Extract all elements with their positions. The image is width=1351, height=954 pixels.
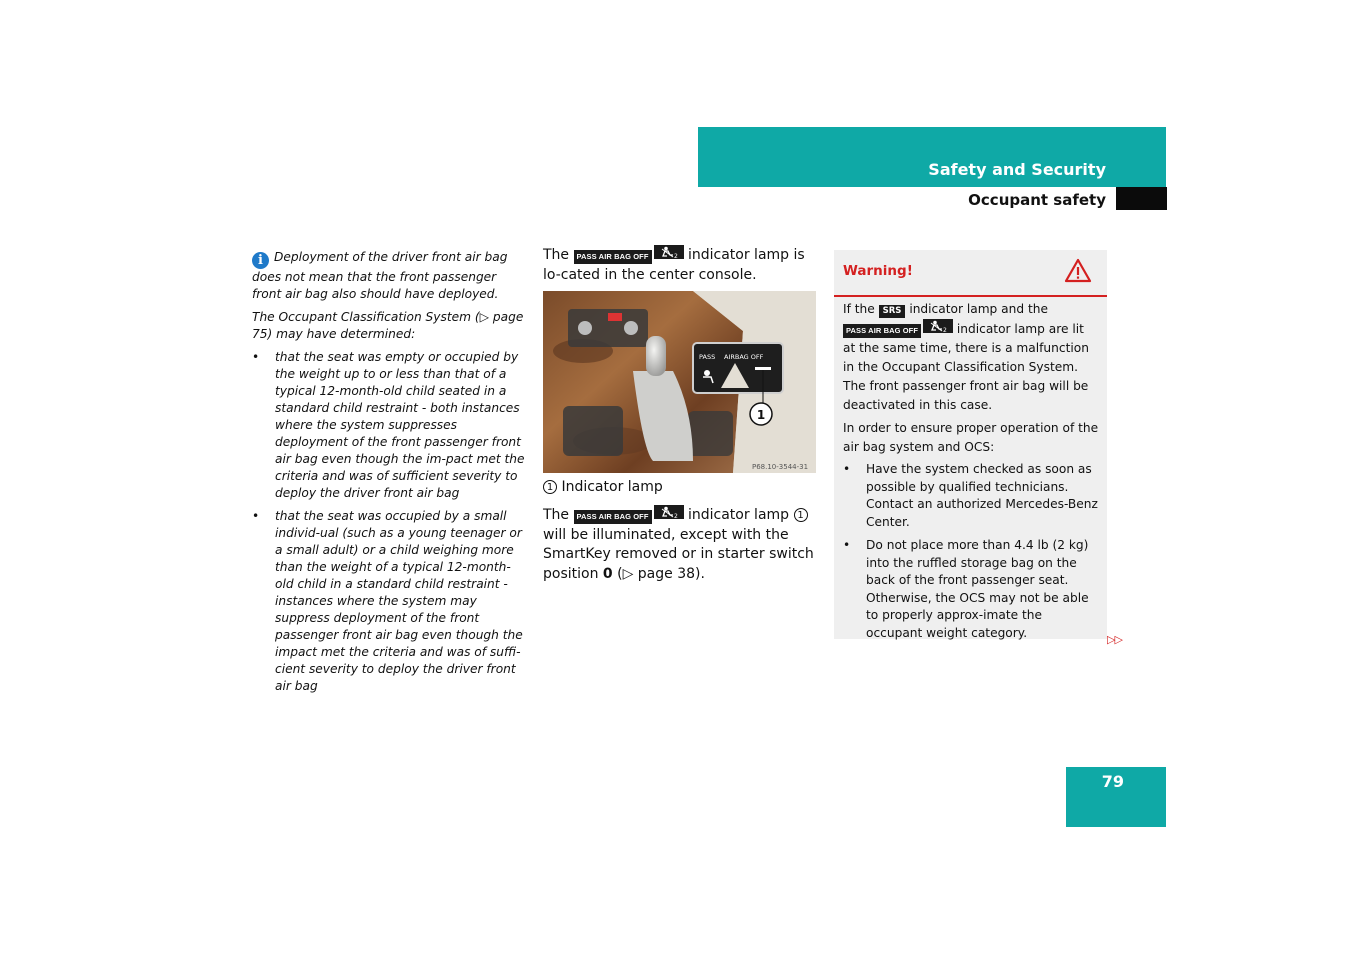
indicator-location-text: The PASS AIR BAG OFF 2 indicator lamp is lo-cated in the center console. bbox=[543, 247, 805, 283]
photo-panel-airbag-off: AIRBAG OFF bbox=[724, 353, 764, 361]
pass-airbag-off-indicator: PASS AIR BAG OFF bbox=[574, 250, 652, 264]
ocs-reference: The Occupant Classification System (▷ page 75) may have determined: bbox=[252, 310, 524, 341]
warning-triangle-icon bbox=[1064, 258, 1092, 288]
info-note-text: Deployment of the driver front air bag does not mean that the front passenger front air bag also should have deployed. bbox=[252, 250, 508, 301]
photo-code: P68.10-3544-31 bbox=[752, 463, 809, 471]
middle-column bbox=[543, 245, 818, 285]
warning-paragraph: In order to ensure proper operation of the air bag system and OCS: bbox=[843, 421, 1099, 454]
seat-occupant-icon bbox=[654, 245, 684, 259]
photo-callout-number: 1 bbox=[756, 408, 766, 422]
continued-marker: ▷▷ bbox=[1107, 633, 1122, 646]
warning-box bbox=[834, 250, 1107, 639]
svg-text:2: 2 bbox=[673, 513, 678, 519]
list-item: • that the seat was occupied by a small individ-ual (such as a young teenager or a small adult) or a child weighing more than the weight of a typical 12-month-old child in a standard child restraint - instances where the system may suppress deployment of the front passenger front air bag even though the impact met the criteria and was of suffi-cient severity to deploy the driver front air bag bbox=[252, 509, 523, 693]
pass-airbag-off-indicator: PASS AIR BAG OFF bbox=[843, 324, 921, 338]
info-icon: i bbox=[252, 252, 269, 269]
subsection-title: Occupant safety bbox=[968, 191, 1106, 209]
indicator-illumination-text: The PASS AIR BAG OFF 2 indicator lamp 1 will be illuminated, except with the SmartKey removed or in starter switch position 0 (▷ page 38). bbox=[543, 507, 814, 582]
info-note bbox=[252, 249, 528, 303]
list-item: • Do not place more than 4.4 lb (2 kg) into the ruffled storage bag on the back of the front passenger seat. Otherwise, the OCS may not be able to properly approx-imate the occupant weight category. bbox=[843, 538, 1089, 640]
list-item: • that the seat was empty or occupied by the weight up to or less than that of a typical 12-month-old child seated in a standard child restraint - both instances where the system suppresses deployment of the front passenger front air bag even though the im-pact met the criteria and was of sufficient severity to deploy the driver front air bag bbox=[252, 350, 525, 500]
callout-number: 1 bbox=[794, 508, 808, 522]
warning-title: Warning! bbox=[843, 263, 913, 279]
pass-airbag-off-indicator: PASS AIR BAG OFF bbox=[574, 510, 652, 524]
switch-position: 0 bbox=[602, 565, 613, 582]
page-number: 79 bbox=[1101, 772, 1124, 791]
left-bullet-list bbox=[252, 349, 528, 695]
svg-text:2: 2 bbox=[943, 327, 947, 333]
photo-caption: 1 Indicator lamp bbox=[543, 479, 663, 495]
caption-number: 1 bbox=[543, 480, 557, 494]
warning-body bbox=[843, 300, 1099, 648]
warning-paragraph: If the SRS indicator lamp and the PASS AIR BAG OFF 2 indicator lamp are lit at the same time, there is a malfunction in the Occupant Classification System. The front passenger front air bag will be deactivated in this case. bbox=[843, 302, 1089, 412]
left-column bbox=[252, 249, 528, 701]
list-item: • Have the system checked as soon as possible by qualified technicians. Contact an authorized Mercedes-Benz Center. bbox=[843, 462, 1098, 529]
center-console-photo bbox=[543, 291, 816, 473]
warning-bullet-list bbox=[843, 461, 1099, 642]
section-title: Safety and Security bbox=[928, 160, 1106, 179]
srs-indicator: SRS bbox=[879, 305, 906, 318]
seat-occupant-icon bbox=[654, 505, 684, 519]
photo-panel-pass: PASS bbox=[699, 353, 716, 361]
seat-occupant-icon bbox=[923, 319, 953, 333]
header-marker bbox=[1116, 187, 1167, 210]
svg-text:2: 2 bbox=[673, 253, 678, 259]
warning-header bbox=[834, 250, 1107, 297]
